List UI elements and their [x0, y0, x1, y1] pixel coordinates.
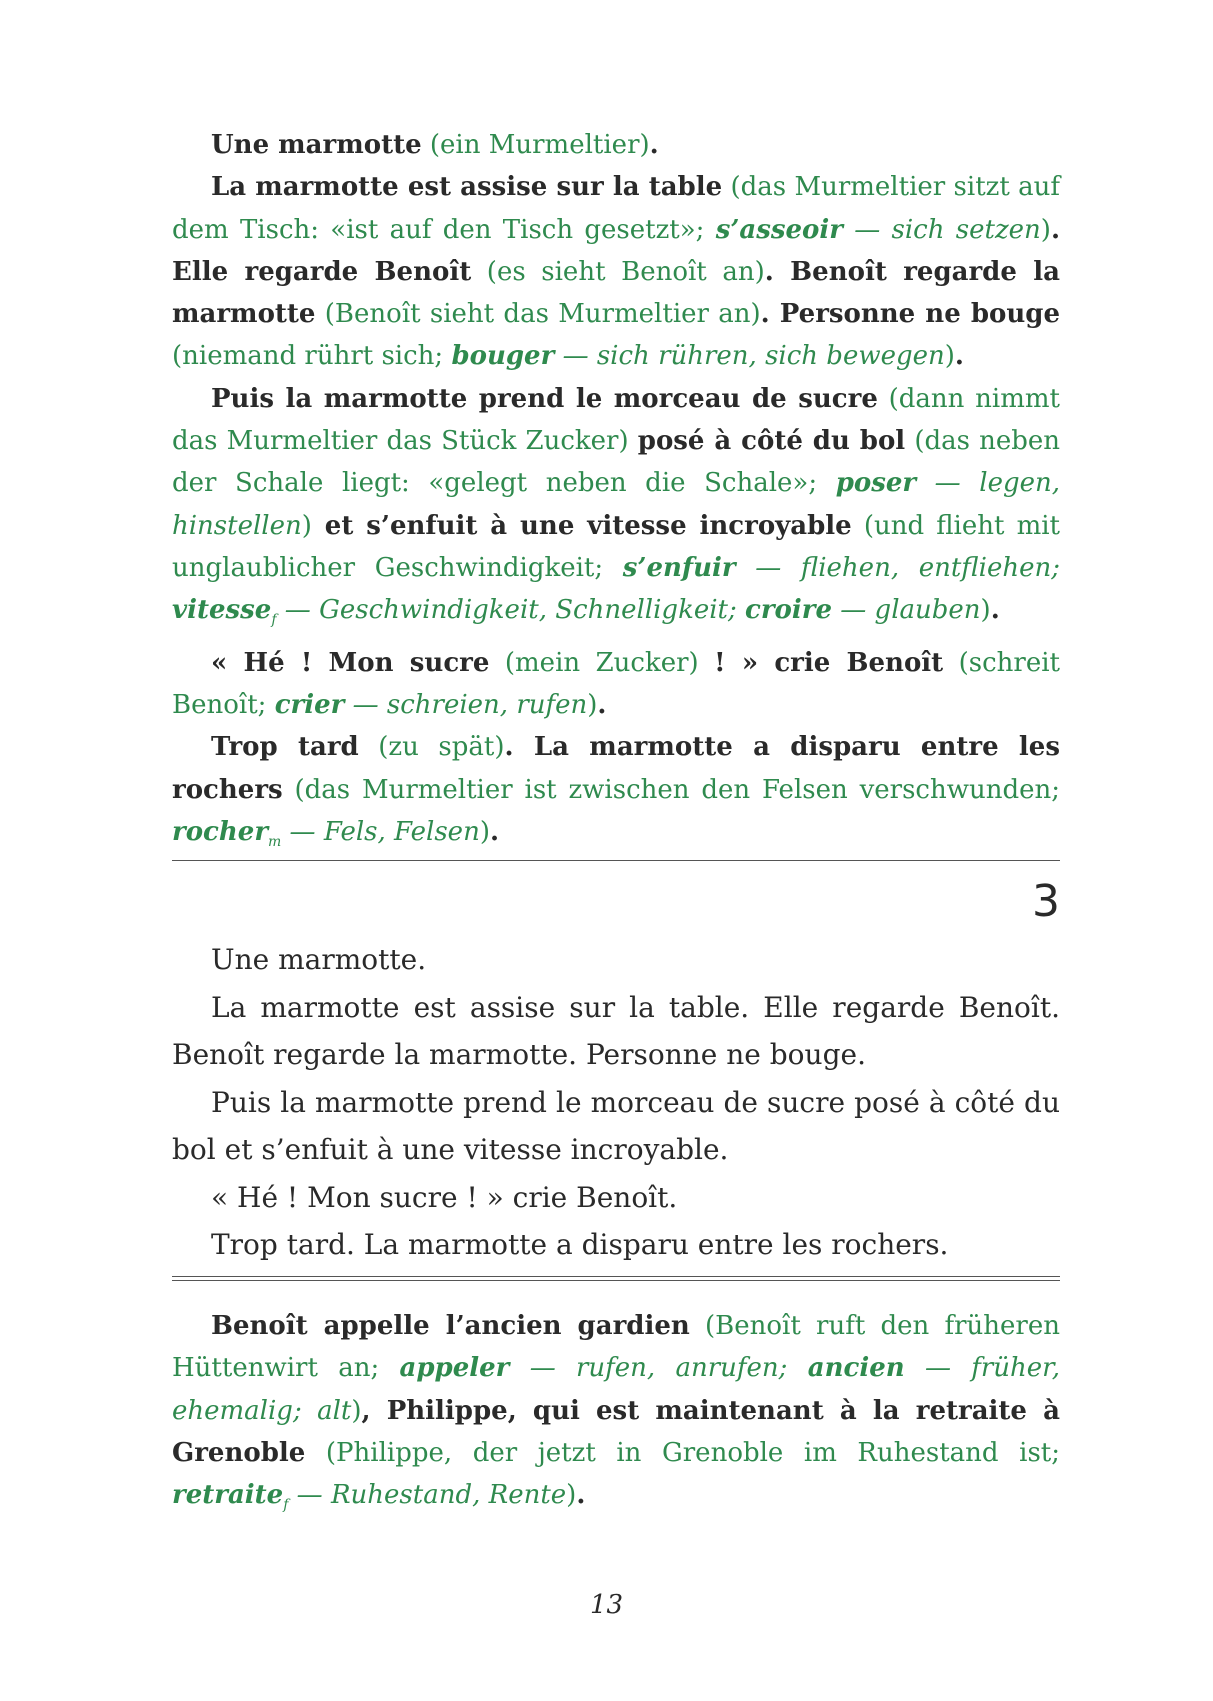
french-text: La marmotte est assise sur la table — [211, 172, 723, 203]
german-gloss: ) — [351, 1395, 362, 1426]
gender-marker: m — [268, 834, 282, 851]
german-gloss: ) — [1040, 214, 1051, 245]
annotated-paragraph — [172, 124, 1060, 166]
french-text: . — [489, 816, 500, 847]
french-text: . — [649, 130, 659, 160]
french-text: . Personne ne bouge — [760, 299, 1060, 330]
french-text: . — [990, 595, 1000, 626]
german-gloss: — sich setzen — [842, 214, 1041, 245]
german-gloss: (mein Zucker) — [489, 647, 715, 678]
french-text: . — [576, 1480, 586, 1511]
annotated-paragraph — [172, 726, 1060, 863]
plain-text-block — [172, 936, 1060, 1269]
french-text: . — [597, 690, 607, 721]
vocab-headword: s’asseoir — [715, 214, 843, 245]
french-text: Trop tard — [211, 732, 359, 763]
french-text: posé à côté du bol — [637, 426, 906, 457]
vocab-headword: bouger — [451, 341, 555, 372]
german-gloss: — Fels, Felsen — [281, 816, 480, 847]
german-gloss: (ein Murmeltier) — [421, 130, 650, 160]
vocab-headword: vitesse — [172, 595, 272, 626]
vocab-headword: ancien — [807, 1353, 905, 1384]
french-text: Puis la marmotte prend le morceau de sucre — [211, 383, 878, 414]
german-gloss: (das neben der Schale liegt: «gelegt neben die Schale»; — [172, 426, 1060, 499]
german-gloss: (Benoît sieht das Murmeltier an) — [315, 299, 761, 330]
french-text: « Hé ! Mon sucre — [211, 647, 490, 678]
german-gloss: — Ruhestand, Rente — [288, 1480, 567, 1511]
plain-paragraph: La marmotte est assise sur la table. Elle regarde Benoît. Benoît regarde la marmotte. Personne ne bouge. — [172, 990, 1060, 1071]
german-gloss: ) — [301, 510, 312, 541]
french-text: Benoît appelle l’ancien gardien — [211, 1311, 690, 1341]
french-text: , Philippe, qui est maintenant à la retraite à Grenoble — [172, 1395, 1060, 1468]
annotated-text-block-bottom — [172, 1305, 1060, 1527]
annotated-paragraph — [172, 1305, 1060, 1527]
german-gloss: ) — [479, 816, 490, 847]
german-gloss: ) — [587, 690, 598, 721]
vocab-headword: appeler — [399, 1353, 510, 1384]
german-gloss: (es sieht Benoît an) — [471, 256, 765, 287]
section-divider-single — [172, 860, 1060, 861]
german-gloss: — rufen, anrufen; — [509, 1353, 808, 1384]
chapter-number: 3 — [1032, 876, 1060, 927]
german-gloss: — fliehen, entfliehen; — [735, 552, 1060, 583]
french-text: ! » crie Benoît — [714, 647, 944, 678]
german-gloss: ) — [980, 595, 991, 626]
german-gloss: (schreit Benoît; — [172, 647, 1061, 721]
vocab-headword: poser — [835, 468, 917, 499]
vocab-headword: croire — [745, 595, 833, 626]
plain-paragraph: Trop tard. La marmotte a disparu entre les rochers. — [211, 1228, 949, 1261]
french-text: . — [954, 341, 964, 372]
german-gloss: (Benoît ruft den früheren Hüttenwirt an; — [172, 1311, 1060, 1384]
german-gloss: (das Murmeltier ist zwischen den Felsen verschwunden; — [282, 774, 1060, 805]
plain-paragraph: Une marmotte. — [211, 943, 427, 976]
german-gloss: (dann nimmt das Murmeltier das Stück Zucker) — [172, 383, 1060, 457]
german-gloss: (Philippe, der jetzt in Grenoble im Ruhestand ist; — [305, 1437, 1060, 1468]
french-text: . Benoît regarde la marmotte — [172, 256, 1060, 330]
german-gloss: ) — [944, 341, 955, 372]
german-gloss: — legen, hinstellen — [172, 468, 1060, 541]
gender-marker: f — [283, 1497, 289, 1514]
french-text: . La marmotte a disparu entre les rochers — [172, 732, 1060, 805]
vocab-headword: rocher — [172, 816, 269, 847]
gender-marker: f — [271, 612, 277, 629]
vocab-headword: retraite — [172, 1480, 284, 1511]
vocab-headword: crier — [274, 690, 345, 721]
german-gloss: — glauben — [832, 595, 981, 626]
german-gloss: — früher, ehemalig; alt — [172, 1353, 1061, 1426]
german-gloss: (das Murmeltier sitzt auf dem Tisch: «ist auf den Tisch gesetzt»; — [172, 172, 1060, 245]
french-text: et s’enfuit à une vitesse incroyable — [311, 510, 852, 541]
german-gloss: — schreien, rufen — [344, 690, 588, 721]
french-text: Une marmotte — [211, 130, 422, 160]
german-gloss: (zu spät) — [358, 732, 505, 763]
annotated-paragraph — [172, 166, 1060, 377]
german-gloss: ) — [566, 1480, 577, 1511]
german-gloss: — sich rühren, sich bewegen — [554, 341, 945, 372]
german-gloss: (und flieht mit unglaublicher Geschwindigkeit; — [172, 510, 1060, 583]
plain-paragraph: Puis la marmotte prend le morceau de sucre posé à côté du bol et s’enfuit à une vitesse incroyable. — [172, 1085, 1060, 1166]
german-gloss: (niemand rührt sich; — [172, 341, 452, 372]
page-number: 13 — [589, 1590, 624, 1620]
plain-paragraph: « Hé ! Mon sucre ! » crie Benoît. — [211, 1180, 678, 1214]
french-text: . Elle regarde Benoît — [172, 214, 1060, 287]
annotated-text-block-top — [172, 124, 1060, 863]
annotated-paragraph — [172, 378, 1060, 642]
vocab-headword: s’enfuir — [622, 552, 736, 583]
section-divider-double — [172, 1276, 1060, 1281]
german-gloss: — Geschwindigkeit, Schnelligkeit; — [276, 595, 746, 626]
annotated-paragraph — [172, 642, 1060, 727]
